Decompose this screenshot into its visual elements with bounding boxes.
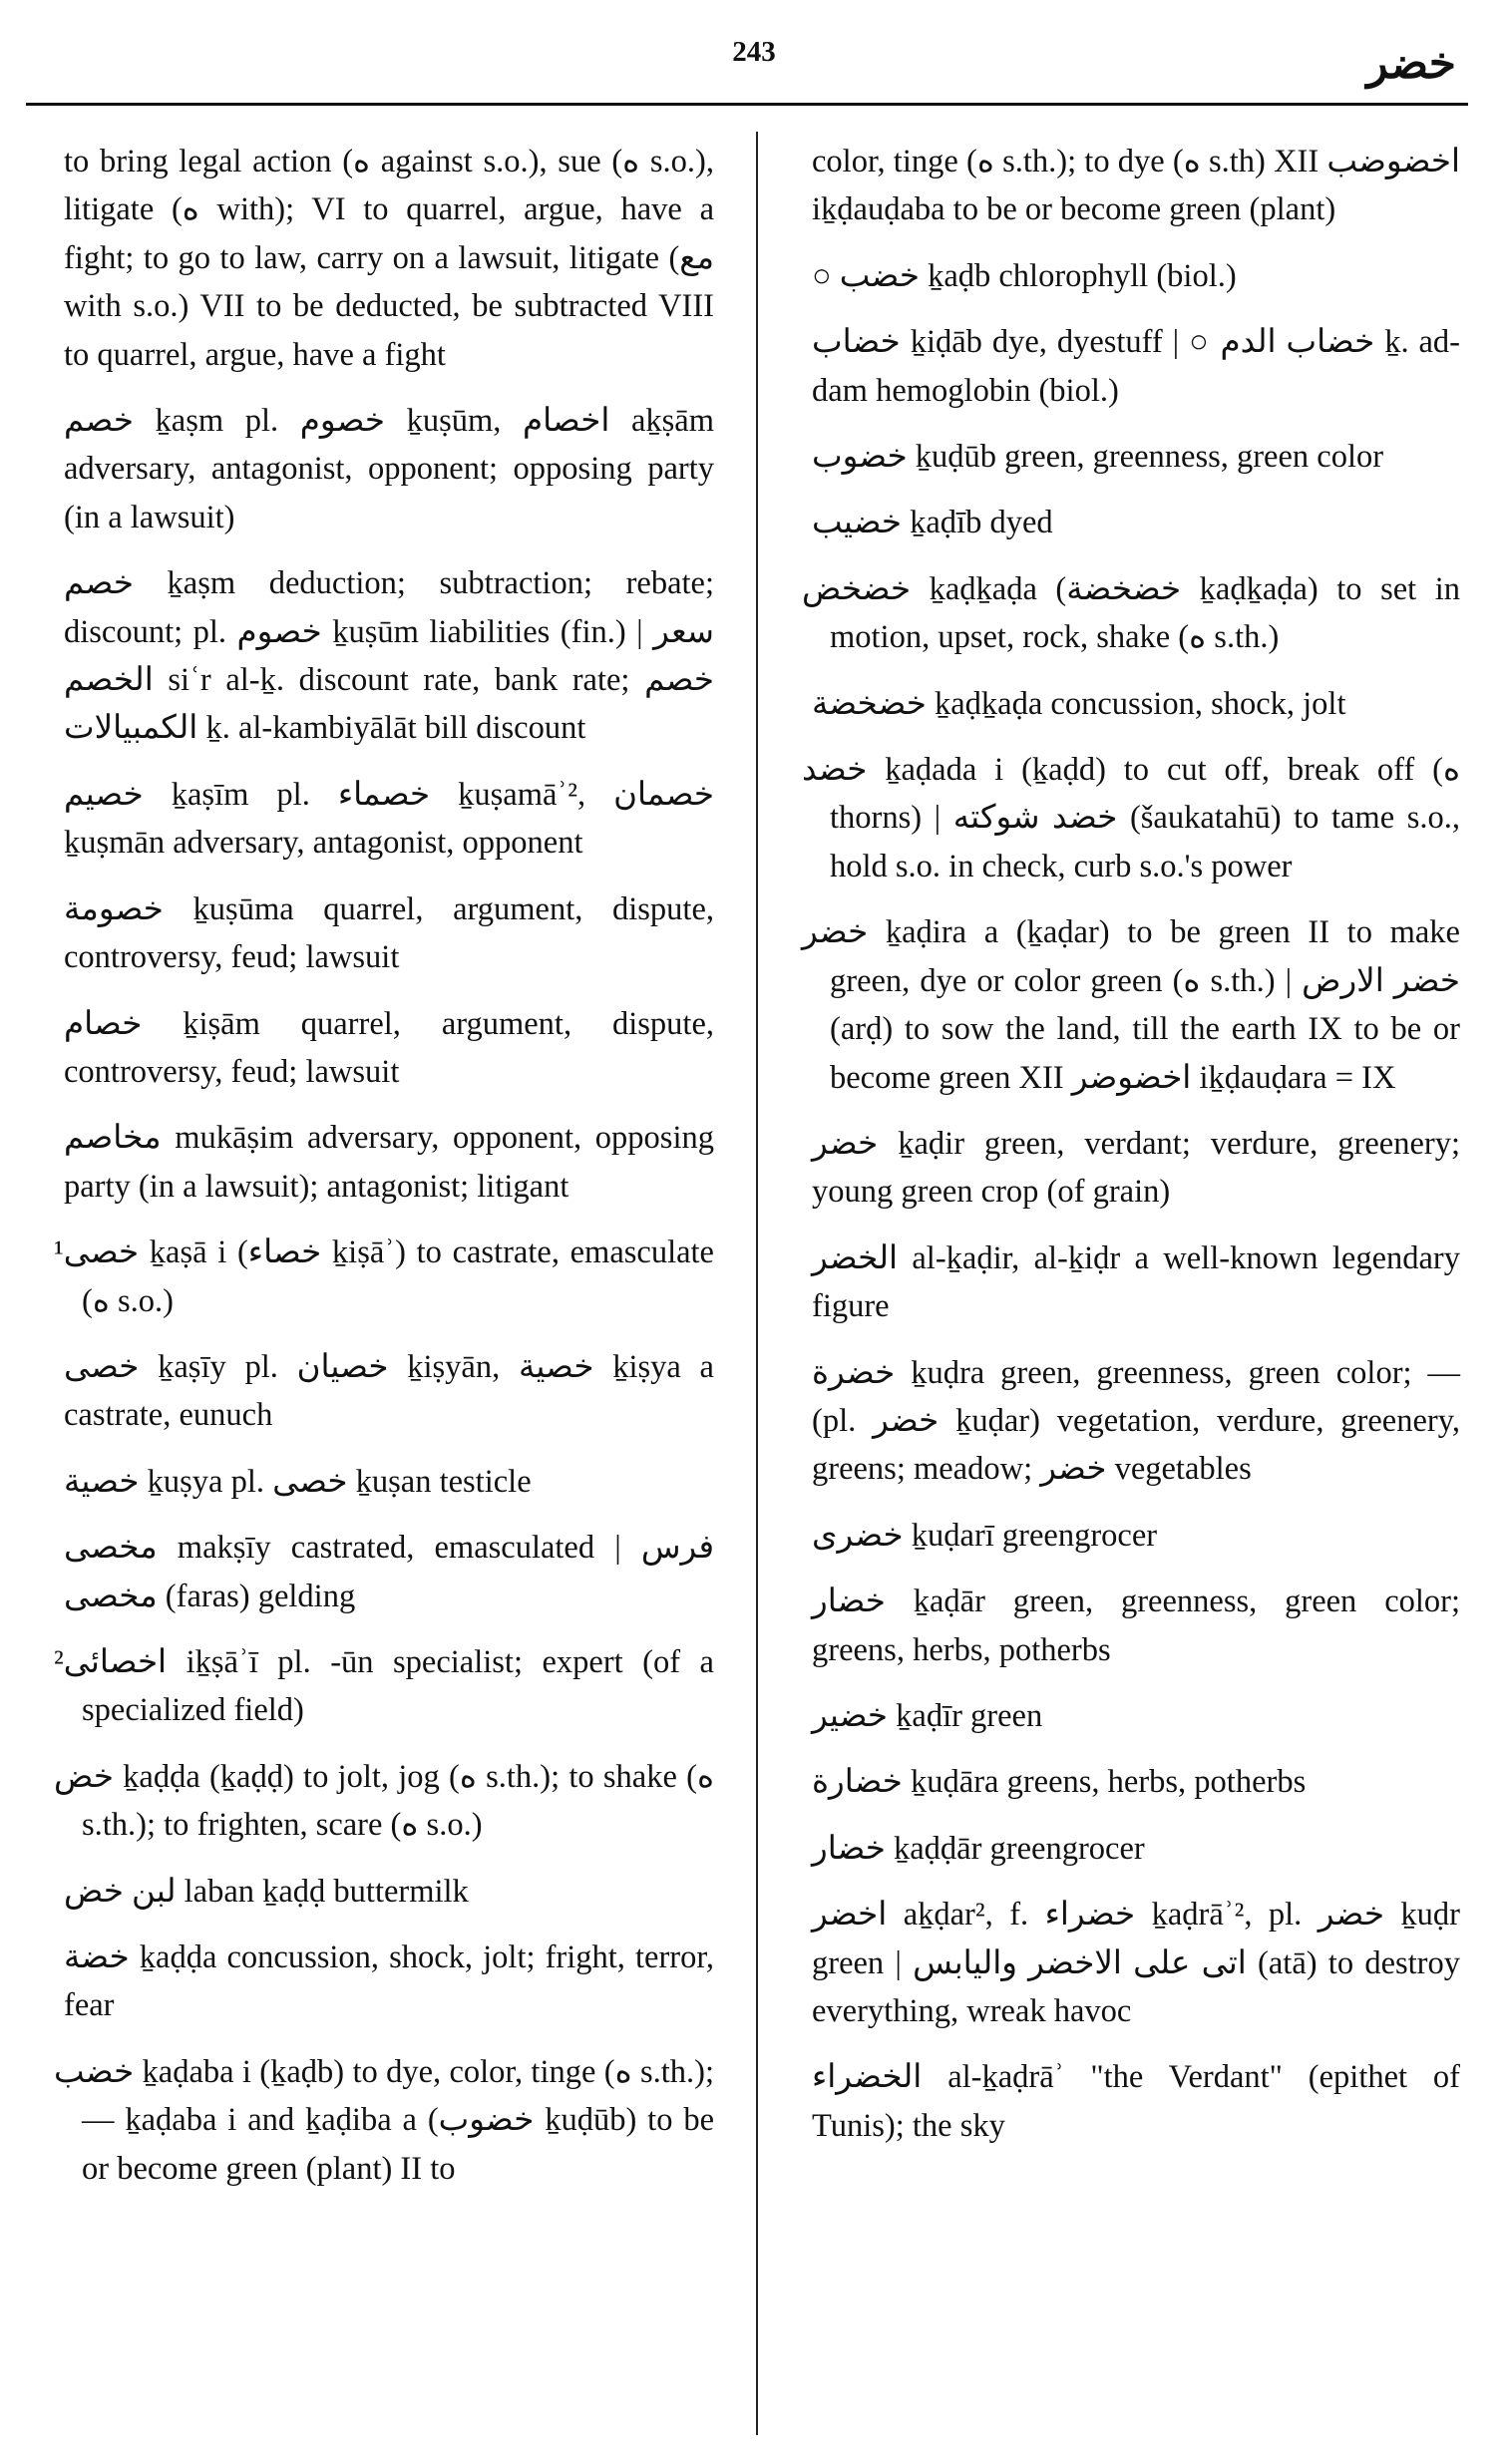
dictionary-subentry: مخصى makṣīy castrated, emasculated | فرس مخصى (faras) gelding [64, 1530, 714, 1614]
dictionary-subentry: خضير ḵaḍīr green [812, 1697, 1043, 1734]
dictionary-subentry: خضاب ḵiḍāb dye, dyestuff | ○ خضاب الدم ḵ. ad-dam hemoglobin (biol.) [812, 324, 1460, 409]
dictionary-headword-entry: خضد ḵaḍada i (ḵaḍd) to cut off, break off (ه thorns) | خضد شوكته (šaukatahū) to tame s.o., hold s.o. in check, curb s.o.'s power [802, 752, 1460, 884]
dictionary-subentry: خصية ḵuṣya pl. خصى ḵuṣan testicle [64, 1463, 532, 1500]
dictionary-subentry: خصومة ḵuṣūma quarrel, argument, dispute, controversy, feud; lawsuit [64, 890, 714, 976]
dictionary-subentry: خصيم ḵaṣīm pl. خصماء ḵuṣamāʾ², خصمان ḵuṣmān adversary, antagonist, opponent [64, 776, 714, 862]
dictionary-subentry: خضار ḵaḍḍār greengrocer [812, 1830, 1145, 1867]
running-head-word: خضر [1366, 39, 1456, 88]
dictionary-subentry: to bring legal action (ه against s.o.), sue (ه s.o.), litigate (ه with); VI to quarrel, argue, have a fight; to go to law, carry on a lawsuit, litigate (مع with s.o.) VII to be deducted, be subtracted VIII to quarrel, argue, have a fight [64, 144, 714, 373]
dictionary-subentry: خضر ḵaḍir green, verdant; verdure, greenery; young green crop (of grain) [812, 1125, 1460, 1211]
dictionary-subentry: خضة ḵaḍḍa concussion, shock, jolt; fright, terror, fear [64, 1939, 714, 2024]
dictionary-subentry: خصام ḵiṣām quarrel, argument, dispute, controversy, feud; lawsuit [64, 1005, 714, 1090]
header-rule [26, 103, 1468, 106]
dictionary-subentry: خصم ḵaṣm deduction; subtraction; rebate; discount; pl. خصوم ḵuṣūm liabilities (fin.) | سعر الخصم siʿr al-ḵ. discount rate, bank rate; خصم الكمبيالات ḵ. al-kambiyālāt bill discount [64, 565, 714, 747]
dictionary-headword-entry: خض ḵaḍḍa (ḵaḍḍ) to jolt, jog (ه s.th.); to shake (ه s.th.); to frighten, scare (ه s.o.) [54, 1758, 714, 1844]
dictionary-subentry: خضوب ḵuḍūb green, greenness, green color [812, 439, 1384, 476]
dictionary-subentry: خضارة ḵuḍāra greens, herbs, potherbs [812, 1764, 1307, 1801]
dictionary-subentry: خضار ḵaḍār green, greenness, green color; greens, herbs, potherbs [812, 1584, 1460, 1668]
dictionary-subentry: مخاصم mukāṣim adversary, opponent, opposing party (in a lawsuit); antagonist; litigant [64, 1120, 714, 1205]
dictionary-subentry: color, tinge (ه s.th.); to dye (ه s.th) XII اخضوضب iḵḍauḍaba to be or become green (plant) [812, 144, 1460, 228]
right-column [802, 138, 1460, 2168]
dictionary-headword-entry: ²اخصائى iḵṣāʾī pl. -ūn specialist; expert (of a specialized field) [54, 1643, 714, 1729]
dictionary-subentry: الخضر al-ḵaḍir, al-ḵiḍr a well-known legendary figure [812, 1239, 1460, 1325]
dictionary-subentry: خضرى ḵuḍarī greengrocer [812, 1517, 1158, 1554]
dictionary-subentry: خضرة ḵuḍra green, greenness, green color; — (pl. خضر ḵuḍar) vegetation, verdure, greenery, greens; meadow; خضر vegetables [812, 1354, 1460, 1488]
left-column [54, 138, 715, 2211]
dictionary-subentry: خصى ḵaṣīy pl. خصيان ḵiṣyān, خصية ḵiṣya a castrate, eunuch [64, 1348, 714, 1434]
dictionary-subentry: خصم ḵaṣm pl. خصوم ḵuṣūm, اخصام aḵṣām adversary, antagonist, opponent; opposing party (in a lawsuit) [64, 403, 714, 535]
page-number: 243 [732, 36, 776, 68]
dictionary-subentry: ○ خضب ḵaḍb chlorophyll (biol.) [812, 257, 1237, 294]
dictionary-subentry: لبن خض laban ḵaḍḍ buttermilk [64, 1873, 469, 1910]
dictionary-headword-entry: خضخض ḵaḍḵaḍa (خضخضة ḵaḍḵaḍa) to set in motion, upset, rock, shake (ه s.th.) [802, 570, 1460, 656]
dictionary-headword-entry: خضب ḵaḍaba i (ḵaḍb) to dye, color, tinge (ه s.th.); — ḵaḍaba i and ḵaḍiba a (خضوب ḵuḍūb) to be or become green (plant) II to [54, 2053, 715, 2187]
dictionary-headword-entry: ¹خصى ḵaṣā i (خصاء ḵiṣāʾ) to castrate, emasculate (ه s.o.) [54, 1234, 714, 1319]
dictionary-subentry: اخضر aḵḍar², f. خضراء ḵaḍrāʾ², pl. خضر ḵuḍr green | اتى على الاخضر واليابس (atā) to destroy everything, wreak havoc [812, 1897, 1460, 2029]
dictionary-subentry: خضخضة ḵaḍḵaḍa concussion, shock, jolt [812, 685, 1346, 722]
dictionary-headword-entry: خضر ḵaḍira a (ḵaḍar) to be green II to make green, dye or color green (ه s.th.) | خضر الارض (arḍ) to sow the land, till the earth IX to be or become green XII اخضوضر iḵḍauḍara = IX [802, 914, 1460, 1096]
dictionary-subentry: خضيب ḵaḍīb dyed [812, 505, 1053, 541]
column-divider [756, 132, 758, 2435]
page-header [0, 0, 1508, 110]
dictionary-subentry: الخضراء al-ḵaḍrāʾ "the Verdant" (epithet of Tunis); the sky [812, 2059, 1460, 2144]
